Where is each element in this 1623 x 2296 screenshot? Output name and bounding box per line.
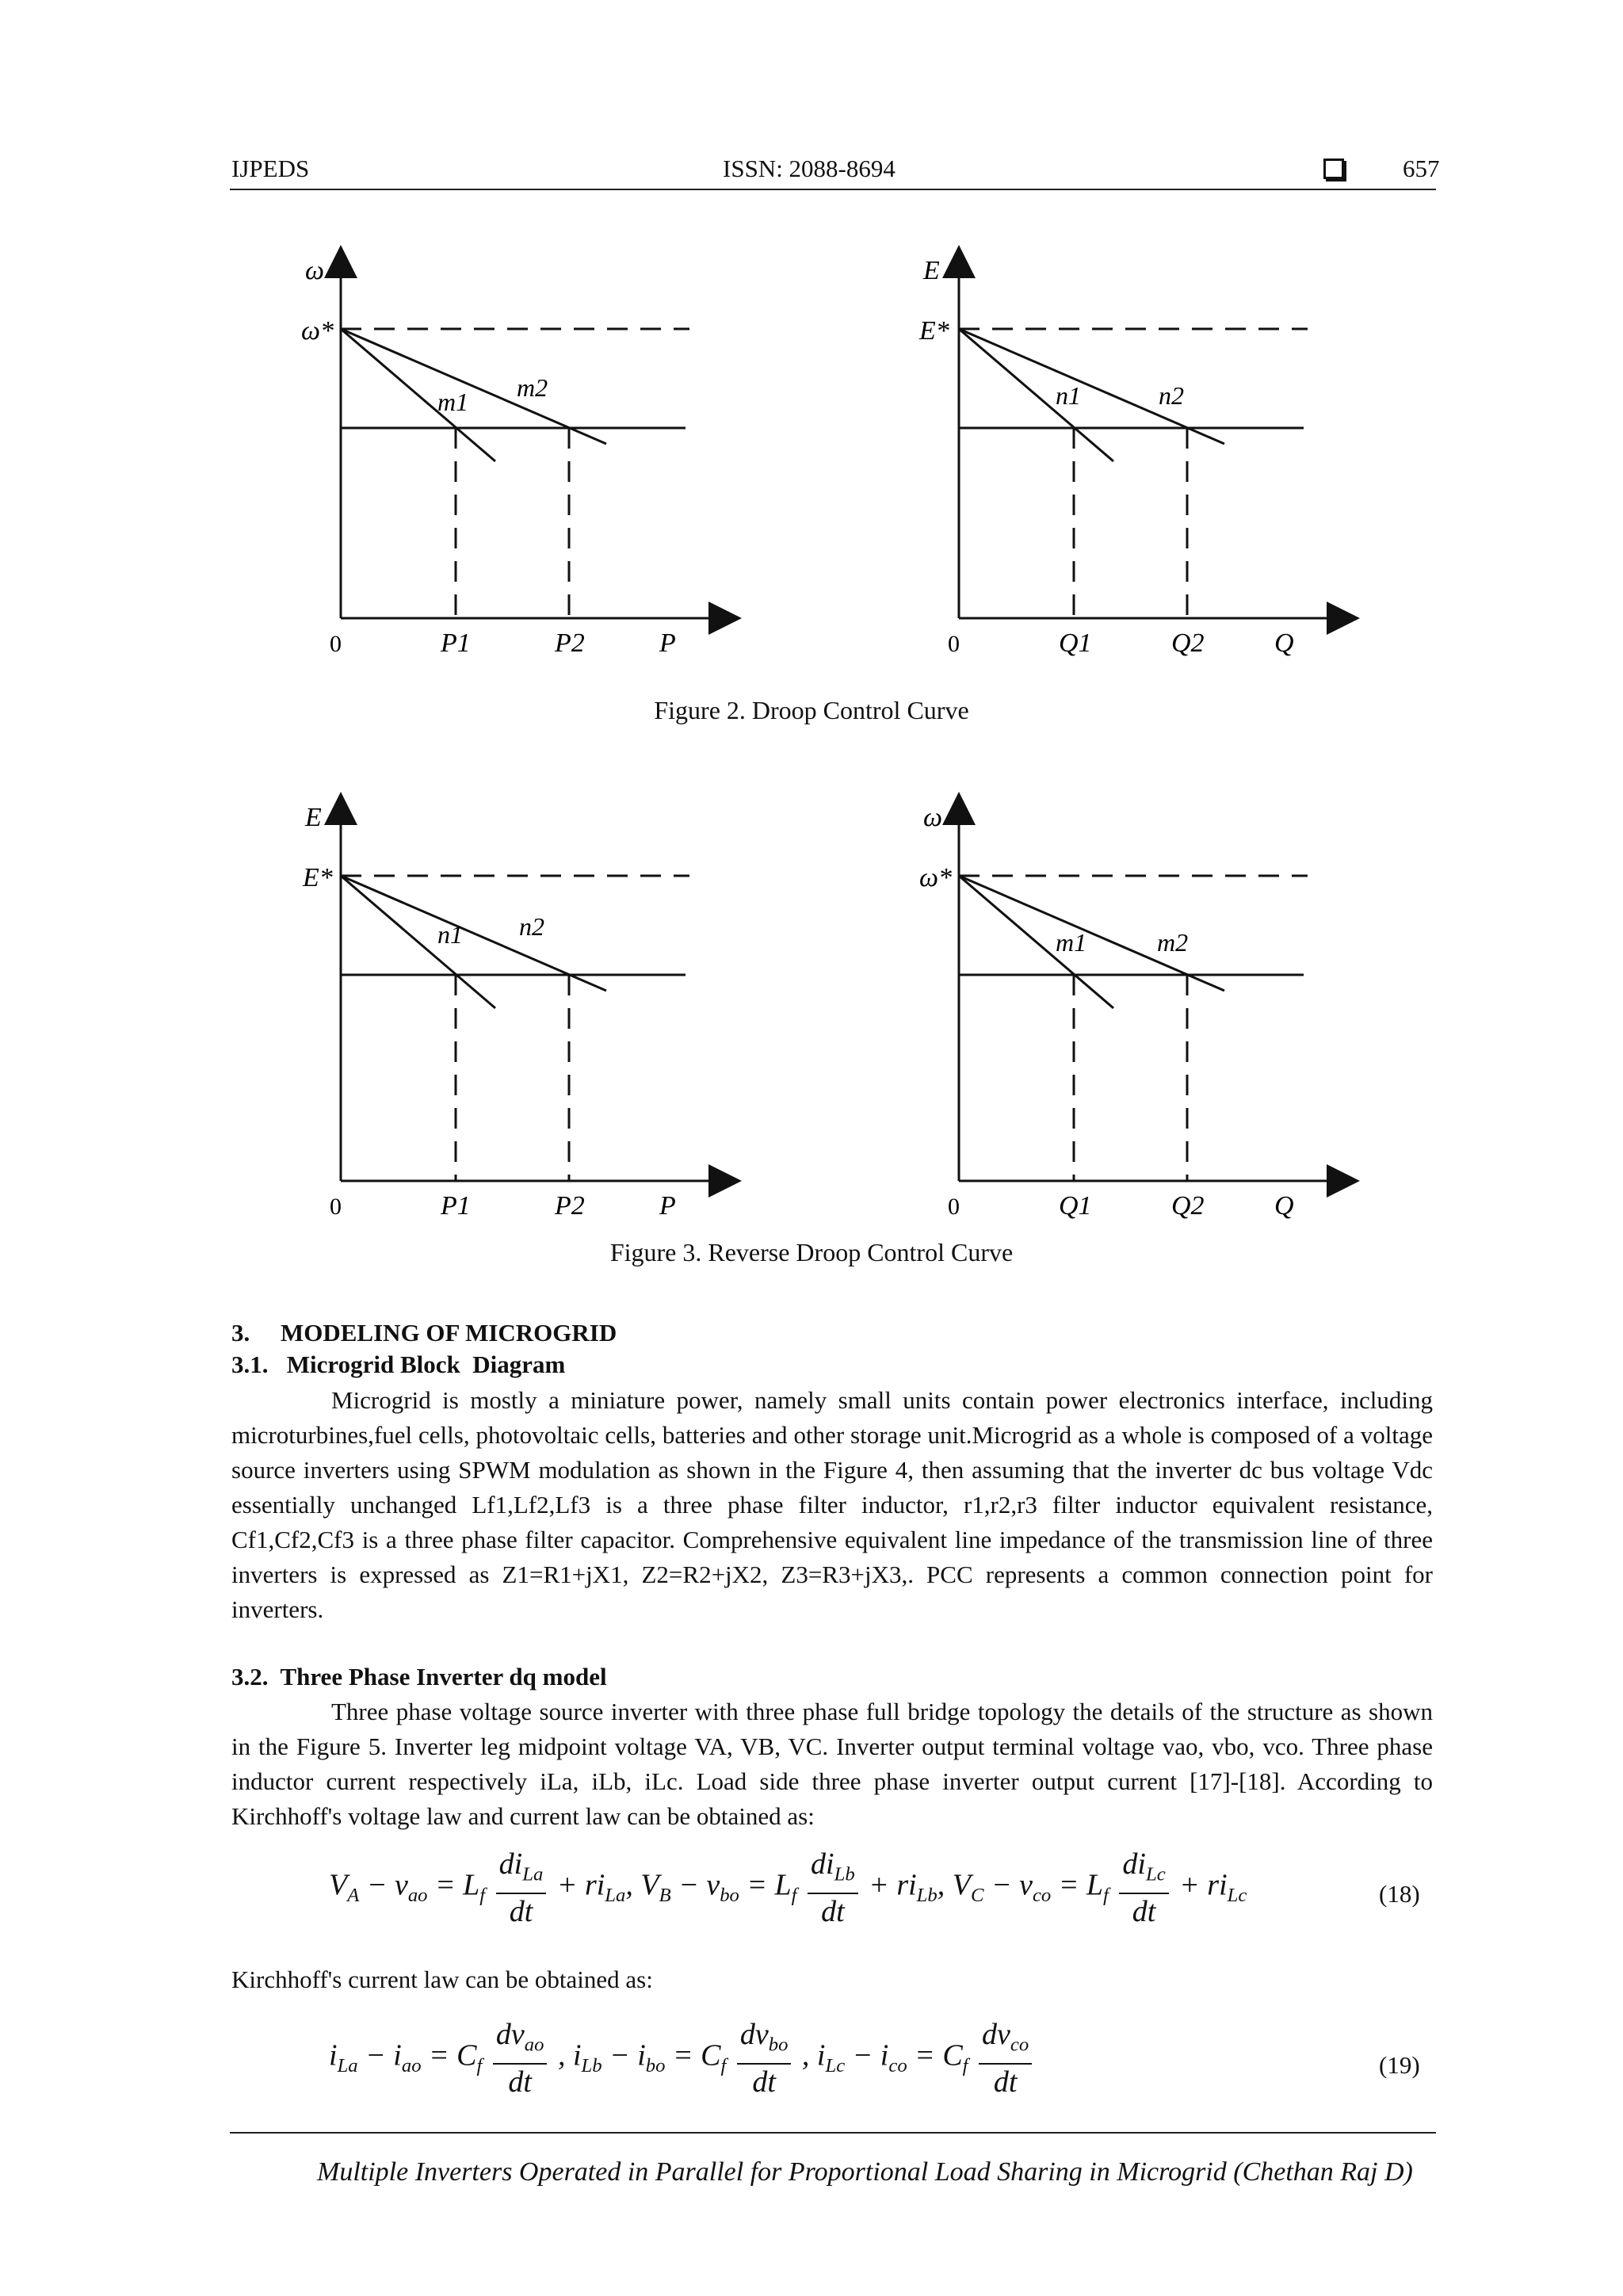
slope1-label: n1 — [1056, 381, 1081, 410]
x-axis-label: P — [659, 628, 676, 658]
y-ref-label: E* — [919, 316, 949, 346]
x1-label: P1 — [441, 1191, 471, 1221]
y-axis-label: E — [923, 256, 940, 285]
x2-label: P2 — [555, 1191, 585, 1221]
y-axis-label: ω — [923, 803, 943, 832]
section-heading: 3. MODELING OF MICROGRID — [231, 1319, 617, 1347]
y-ref-label: ω* — [919, 863, 953, 892]
x2-label: Q2 — [1171, 628, 1205, 658]
x-axis-label: Q — [1274, 628, 1294, 658]
origin-label: 0 — [948, 1194, 960, 1220]
figure-2-right-panel — [918, 256, 1343, 658]
figure-3 — [0, 785, 1623, 1228]
slope2-label: n2 — [519, 912, 544, 941]
y-ref-label: E* — [303, 863, 333, 892]
slope1-label: m1 — [1056, 928, 1087, 957]
footer-rule — [230, 2132, 1436, 2134]
equation-19: $i_{La} - i_{ao} = C_f$ $\frac{dv_{ao}}{dt}$ , $i_{Lb} - i_{bo} = C_f$ $\frac{dv_{bo}}{dt}$ , $i_{Lc} - i_{co} = C_f$ $\frac{dv_{co}}{dt}$ — [329, 2017, 1035, 2099]
footer-text: Multiple Inverters Operated in Parallel for Proportional Load Sharing in Microgrid (Chethan Raj D) — [317, 2157, 1413, 2187]
slope2-label: m2 — [1157, 928, 1189, 957]
y-axis-label: ω — [305, 256, 325, 285]
figure-3-right-panel — [919, 803, 1343, 1221]
subsection-heading-3-1: 3.1. Microgrid Block Diagram — [231, 1350, 566, 1378]
x1-label: P1 — [441, 628, 471, 658]
journal-name: IJPEDS — [231, 155, 310, 182]
origin-label: 0 — [330, 1194, 342, 1220]
header-rule — [230, 189, 1436, 190]
x1-label: Q1 — [1059, 628, 1092, 658]
slope1-label: n1 — [437, 920, 463, 949]
paragraph-3-2: Three phase voltage source inverter with three phase full bridge topology the details of the structure as shown in the Figure 5. Inverter leg midpoint voltage VA, VB, VC. Inverter output terminal voltage vao, vbo, vco. Three phase inductor current respectively iLa, iLb, iLc. Load side three phase inverter output current [17]-[18]. According to Kirchhoff's voltage law and current law can be obtained as: — [231, 1698, 1433, 1830]
x2-label: P2 — [555, 628, 585, 658]
x1-label: Q1 — [1059, 1191, 1092, 1221]
figure-3-caption: Figure 3. Reverse Droop Control Curve — [609, 1238, 1014, 1266]
equation-18-number: (18) — [1379, 1880, 1420, 1908]
figure-2-left-panel — [301, 256, 725, 658]
equation-18: $V_A - v_{ao} = L_f$ $\frac{di_{La}}{dt}$ + $ri_{La}$, $V_B - v_{bo} = L_f$ $\frac{di_{Lb}}{dt}$ + $ri_{Lb}$, $V_C - v_{co} = L_f$ $\frac{di_{Lc}}{dt}$ + $ri_{Lc}$ — [329, 1847, 1247, 1928]
issn: ISSN: 2088-8694 — [723, 155, 896, 182]
figure-2 — [0, 238, 1623, 682]
y-ref-label: ω* — [301, 316, 334, 346]
figure-3-left-panel — [302, 803, 725, 1221]
origin-label: 0 — [948, 631, 960, 657]
page-number: 657 — [1403, 155, 1440, 182]
slope2-label: m2 — [517, 373, 548, 402]
figure-2-caption: Figure 2. Droop Control Curve — [654, 696, 969, 724]
slope1-label: m1 — [437, 388, 469, 416]
subsection-heading-3-2: 3.2. Three Phase Inverter dq model — [231, 1663, 607, 1690]
x2-label: Q2 — [1171, 1191, 1205, 1221]
x-axis-label: P — [659, 1191, 676, 1221]
kcl-intro: Kirchhoff's current law can be obtained as: — [231, 1966, 653, 1993]
y-axis-label: E — [305, 803, 322, 832]
equation-19-number: (19) — [1379, 2051, 1420, 2079]
paragraph-3-1: Microgrid is mostly a miniature power, namely small units contain power electronics interface, including microturbines,fuel cells, photovoltaic cells, batteries and other storage unit.Microgrid as a whole is composed of a voltage source inverters using SPWM modulation as shown in the Figure 4, then assuming that the inverter dc bus voltage Vdc essentially unchanged Lf1,Lf2,Lf3 is a three phase filter inductor, r1,r2,r3 filter inductor equivalent resistance, Cf1,Cf2,Cf3 is a three phase filter capacitor. Comprehensive equivalent line impedance of the transmission line of three inverters is expressed as Z1=R1+jX1, Z2=R2+jX2, Z3=R3+jX3,. PCC represents a common connection point for inverters. — [231, 1386, 1433, 1623]
origin-label: 0 — [330, 631, 342, 657]
x-axis-label: Q — [1274, 1191, 1294, 1221]
slope2-label: n2 — [1159, 381, 1184, 410]
checkbox-icon — [1323, 159, 1344, 179]
